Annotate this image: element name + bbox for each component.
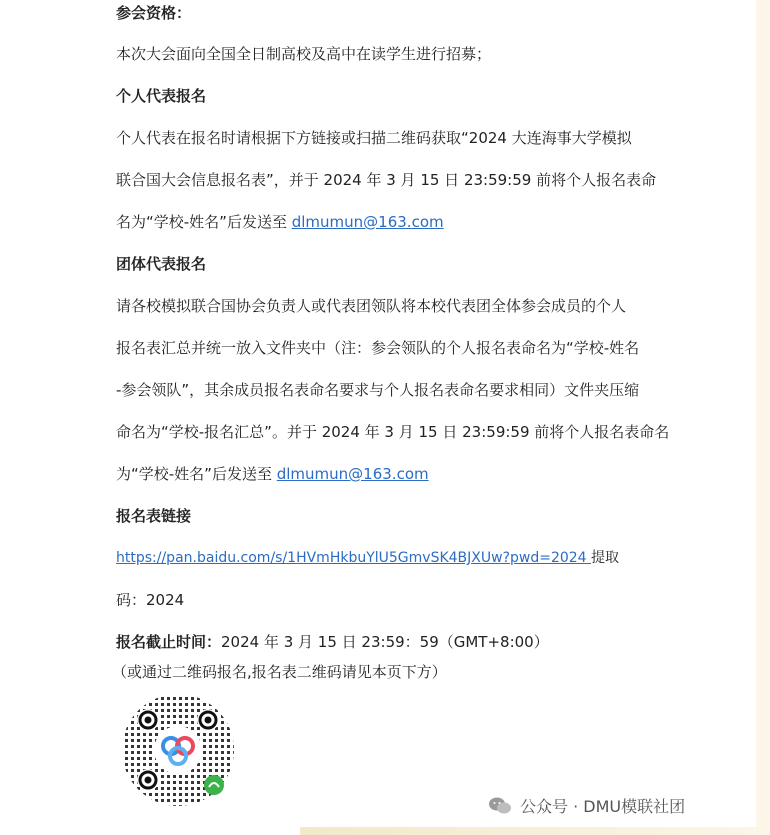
eligibility-body: 本次大会面向全国全日制高校及高中在读学生进行招募； bbox=[116, 45, 492, 63]
individual-line-2: 联合国大会信息报名表”，并于 2024 年 3 月 15 日 23:59:59 前将个人报名表命 bbox=[116, 171, 657, 189]
deadline-label: 报名截止时间： bbox=[116, 633, 222, 651]
group-line-4: 命名为“学校-报名汇总”。并于 2024 年 3 月 15 日 23:59:59 前将个人报名表命名 bbox=[116, 423, 670, 441]
group-email-link[interactable]: dlmumun@163.com bbox=[276, 465, 429, 483]
wechat-icon bbox=[488, 796, 512, 820]
group-heading: 团体代表报名 bbox=[116, 255, 207, 273]
link-heading: 报名表链接 bbox=[116, 507, 192, 525]
qr-code[interactable] bbox=[118, 690, 238, 810]
group-line-5 bbox=[116, 465, 429, 483]
individual-heading: 个人代表报名 bbox=[116, 87, 207, 105]
group-line-3: -参会领队”，其余成员报名表命名要求与个人报名表命名要求相同）文件夹压缩 bbox=[116, 381, 640, 399]
individual-line-3 bbox=[116, 213, 444, 231]
bottom-decoration bbox=[300, 827, 770, 835]
baidu-pan-link[interactable]: https://pan.baidu.com/s/1HVmHkbuYlU5GmvSK4BJXUw?pwd=2024 bbox=[116, 550, 592, 566]
deadline-line bbox=[116, 633, 549, 651]
watermark bbox=[488, 794, 685, 820]
individual-email-link[interactable]: dlmumun@163.com bbox=[291, 213, 444, 231]
group-line-1: 请各校模拟联合国协会负责人或代表团领队将本校代表团全体参会成员的个人 bbox=[116, 297, 627, 315]
extract-label: 提取 bbox=[591, 550, 620, 566]
group-line-2: 报名表汇总并统一放入文件夹中（注：参会领队的个人报名表命名为“学校-姓名 bbox=[116, 339, 640, 357]
page-margin bbox=[756, 0, 770, 835]
deadline-value: 2024 年 3 月 15 日 23:59：59（GMT+8:00） bbox=[221, 633, 549, 651]
qr-note: （或通过二维码报名,报名表二维码请见本页下方） bbox=[112, 663, 447, 681]
group-line-5-text: 为“学校-姓名”后发送至 bbox=[116, 465, 277, 483]
extract-code: 码：2024 bbox=[116, 591, 185, 609]
link-line bbox=[116, 549, 619, 567]
watermark-text: 公众号 · DMU模联社团 bbox=[520, 797, 686, 816]
individual-line-3-text: 名为“学校-姓名”后发送至 bbox=[116, 213, 292, 231]
eligibility-heading: 参会资格： bbox=[116, 4, 192, 22]
individual-line-1: 个人代表在报名时请根据下方链接或扫描二维码获取“2024 大连海事大学模拟 bbox=[116, 129, 632, 147]
